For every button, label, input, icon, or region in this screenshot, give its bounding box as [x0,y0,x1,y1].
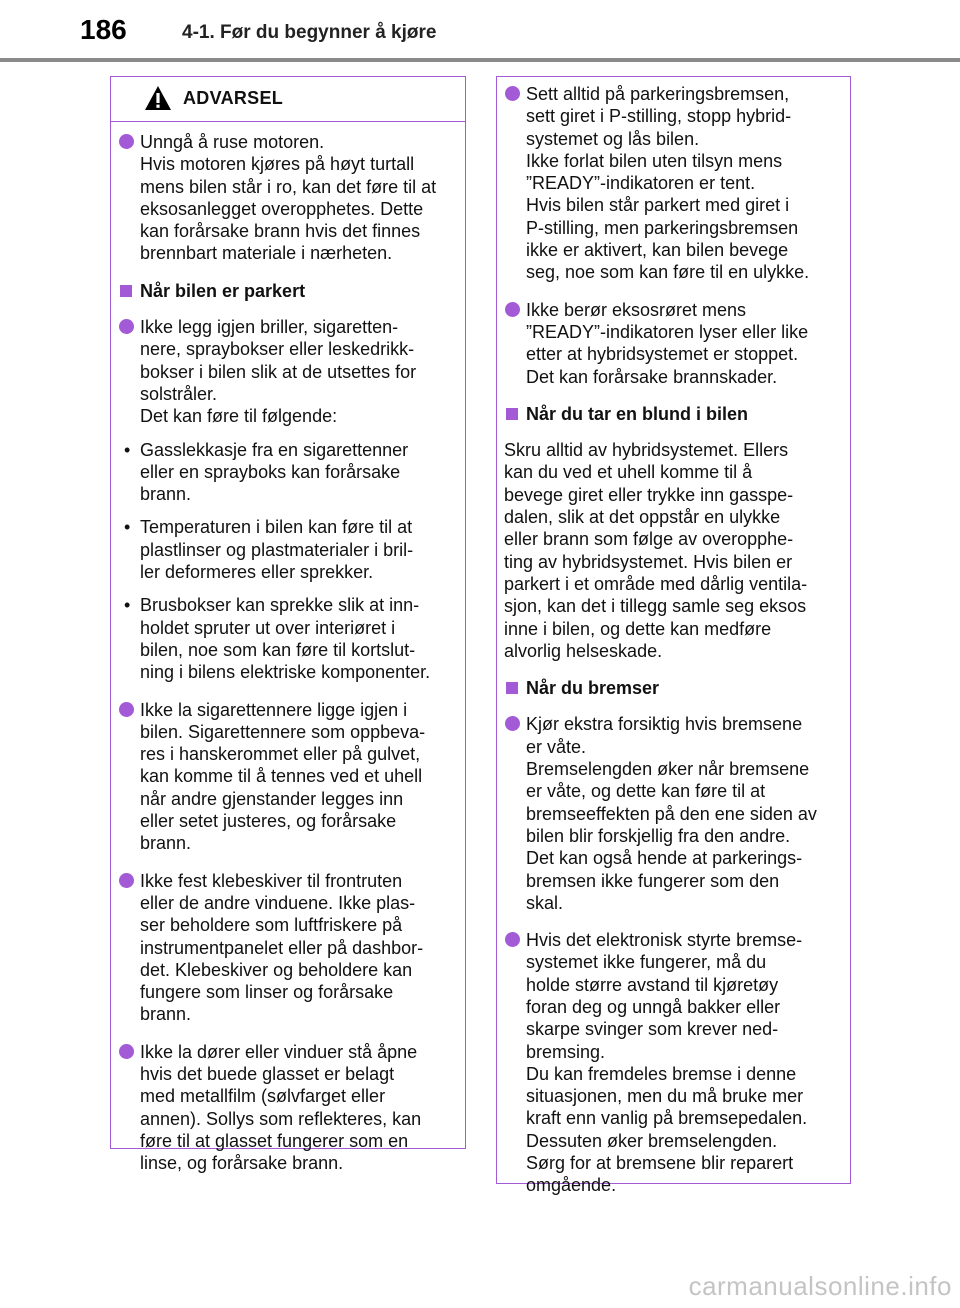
subheading-brake: Når du bremser [504,677,841,699]
warning-box-continued [496,76,851,1196]
site-watermark: carmanualsonline.info [688,1271,952,1301]
paragraph-nap: Skru alltid av hybridsystemet. Ellers kan du ved et uhell komme til å bevege giret eller trykke inn gasspe- dalen, slik at det oppstår en ulykke eller brann som følge av overopphe- ting av hybridsystemet. Hvis bilen er parkert i et område med dårlig ventila- sjon, kan det i tillegg samle seg eksos inne i bilen, og dette kan medføre alvorlig helseskade. [504,440,808,661]
list-item: Kjør ekstra forsiktig hvis bremsene er våte. Bremselengden øker når bremsene er våte, og dette kan føre til at bremseeffekten på den ene siden av bilen blir forskjellig fra den andre. Det kan også hende at parkerings- bremsen ikke fungerer som den skal. [504,713,841,914]
warning-body-continued [497,77,850,1197]
page-header [0,0,960,62]
list-item: Ikke legg igjen briller, sigaretten- nere, spraybokser eller leskedrikk- bokser i bilen slik at de utsettes for solstråler. Det kan føre til følgende: [118,316,456,427]
purple-square-icon [506,682,518,694]
sub-item: • Temperaturen i bilen kan føre til at plastlinser og plastmaterialer i bril- ler deformeres eller sprekker. [124,517,414,583]
list-item: Ikke la dører eller vinduer stå åpne hvis det buede glasset er belagt med metallfilm (sølvfarget eller annen). Sollys som reflekteres, kan føre til at glasset fungerer som en linse, og forårsake brann. [118,1041,456,1175]
warning-triangle-icon [144,85,172,111]
list-item: Ikke berør eksosrøret mens ”READY”-indikatoren lyser eller like etter at hybridsystemet er stoppet. Det kan forårsake brannskader. [504,299,841,388]
list-item: Hvis det elektronisk styrte bremse- systemet ikke fungerer, må du holde større avstand til kjøretøy foran deg og unngå bakker eller skarpe svinger som krever ned- bremsing. Du kan fremdeles bremse i denne situasjonen, men du må bruke mer kraft enn vanlig på bremsepedalen. Dessuten øker bremselengden. Sørg for at bremsene blir reparert omgående. [504,929,841,1197]
purple-dot-icon [119,134,134,149]
bullet-mark: • [124,517,131,538]
subheading-nap: Når du tar en blund i bilen [504,403,841,425]
sub-item: • Brusbokser kan sprekke slik at inn- holdet spruter ut over interiøret i bilen, noe som kan føre til kortslut- ning i bilens elektriske komponenter. [124,595,431,683]
purple-square-icon [506,408,518,420]
section-title: 4-1. Før du begynner å kjøre [182,22,437,43]
purple-dot-icon [119,702,134,717]
warning-header [111,77,465,122]
subheading-parked: Når bilen er parkert [118,280,456,302]
purple-dot-icon [119,873,134,888]
sub-item: • Gasslekkasje fra en sigarettenner eller en sprayboks kan forårsake brann. [124,439,409,505]
warning-body [111,122,465,1174]
bullet-mark: • [124,595,131,616]
warning-box [110,76,466,1174]
purple-dot-icon [505,932,520,947]
purple-dot-icon [505,716,520,731]
list-item: Unngå å ruse motoren. Hvis motoren kjøres på høyt turtall mens bilen står i ro, kan det føre til at eksosanlegget overopphetes. Dette kan forårsake brann hvis det finnes brennbart materiale i nærheten. [118,131,456,265]
list-item: Ikke fest klebeskiver til frontruten eller de andre vinduene. Ikke plas- ser beholdere som luftfriskere på instrumentpanelet eller på dashbor- det. Klebeskiver og beholdere kan fungere som linser og forårsake brann. [118,870,456,1026]
purple-dot-icon [505,302,520,317]
purple-square-icon [120,285,132,297]
purple-dot-icon [119,319,134,334]
warning-label: ADVARSEL [183,88,284,108]
list-item: Ikke la sigarettennere ligge igjen i bilen. Sigarettennere som oppbeva- res i hanskerommet eller på gulvet, kan komme til å tennes ved et uhell når andre gjenstander legges inn eller setet justeres, og forårsake brann. [118,699,456,855]
page-number: 186 [80,14,127,45]
list-item: Sett alltid på parkeringsbremsen, sett giret i P-stilling, stopp hybrid- systemet og lås bilen. Ikke forlat bilen uten tilsyn mens ”READY”-indikatoren er tent. Hvis bilen står parkert med giret i P-stilling, men parkeringsbremsen ikke er aktivert, kan bilen bevege seg, noe som kan føre til en ulykke. [504,83,841,284]
purple-dot-icon [119,1044,134,1059]
bullet-mark: • [124,439,131,460]
purple-dot-icon [505,86,520,101]
